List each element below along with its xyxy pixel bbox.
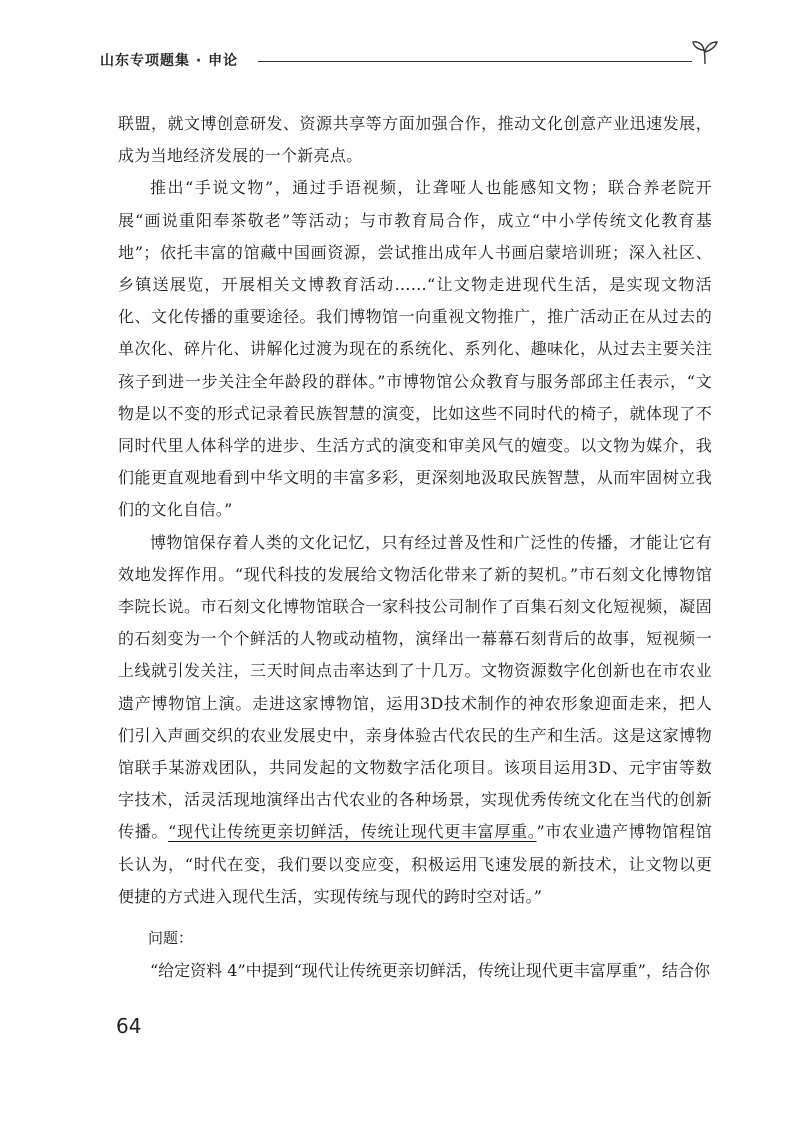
paragraph-3-part-2: ”市农业遗产博物馆程馆长认为，“时代在变，我们要以变应变，积极运用飞速发展的新技术，让文物以更便捷的方式进入现代生活，实现传统与现代的跨时空对话。” — [118, 822, 712, 906]
paragraph-3 — [118, 527, 712, 913]
header-title: 山东专项题集 · 申论 — [100, 53, 239, 69]
question-text: “给定资料 4”中提到“现代让传统更亲切鲜活，传统让现代更丰富厚重”，结合你 — [150, 961, 710, 981]
paragraph-3-part-1: 博物馆保存着人类的文化记忆，只有经过普及性和广泛性的传播，才能让它有效地发挥作用。“现代科技的发展给文物活化带来了新的契机。”市石刻文化博物馆李院长说。市石刻文化博物馆联合一家科技公司制作了百集石刻文化短视频，凝固的石刻变为一个个鲜活的人物或动植物，演绎出一幕幕石刻背后的故事，短视频一上线就引发关注，三天时间点击率达到了十几万。文物资源数字化创新也在市农业遗产博物馆上演。走进这家博物馆，运用3D技术制作的神农形象迎面走来，把人们引入声画交织的农业发展史中，亲身体验古代农民的生产和生活。这是这家博物馆联手某游戏团队，共同发起的文物数字活化项目。该项目运用3D、元宇宙等数字技术，活灵活现地演绎出古代农业的各种场景，实现优秀传统文化在当代的创新传播。 — [118, 532, 712, 842]
underlined-quote: “现代让传统更亲切鲜活，传统让现代更丰富厚重。 — [168, 822, 537, 842]
header-rule — [258, 61, 692, 62]
main-text — [118, 108, 712, 987]
paragraph-2: 推出“手说文物”，通过手语视频，让聋哑人也能感知文物；联合养老院开展“画说重阳奉茶敬老”等活动；与市教育局合作，成立“中小学传统文化教育基地”；依托丰富的馆藏中国画资源，尝试推出成年人书画启蒙培训班；深入社区、乡镇送展览，开展相关文博教育活动……“让文物走进现代生活，是实现文物活化、文化传播的重要途径。我们博物馆一向重视文物推广，推广活动正在从过去的单次化、碎片化、讲解化过渡为现在的系统化、系列化、趣味化，从过去主要关注孩子到进一步关注全年龄段的群体。”市博物馆公众教育与服务部邱主任表示，“文物是以不变的形式记录着民族智慧的演变，比如这些不同时代的椅子，就体现了不同时代里人体科学的进步、生活方式的演变和审美风气的嬗变。以文物为媒介，我们能更直观地看到中华文明的丰富多彩，更深刻地汲取民族智慧，从而牢固树立我们的文化自信。” — [118, 178, 712, 520]
page-number: 64 — [116, 1014, 142, 1038]
question-label: 问题： — [148, 929, 194, 948]
paragraph-1: 联盟，就文博创意研发、资源共享等方面加强合作，推动文化创意产业迅速发展，成为当地经济发展的一个新亮点。 — [118, 114, 712, 166]
sprout-icon — [690, 38, 720, 66]
running-header — [100, 46, 720, 76]
